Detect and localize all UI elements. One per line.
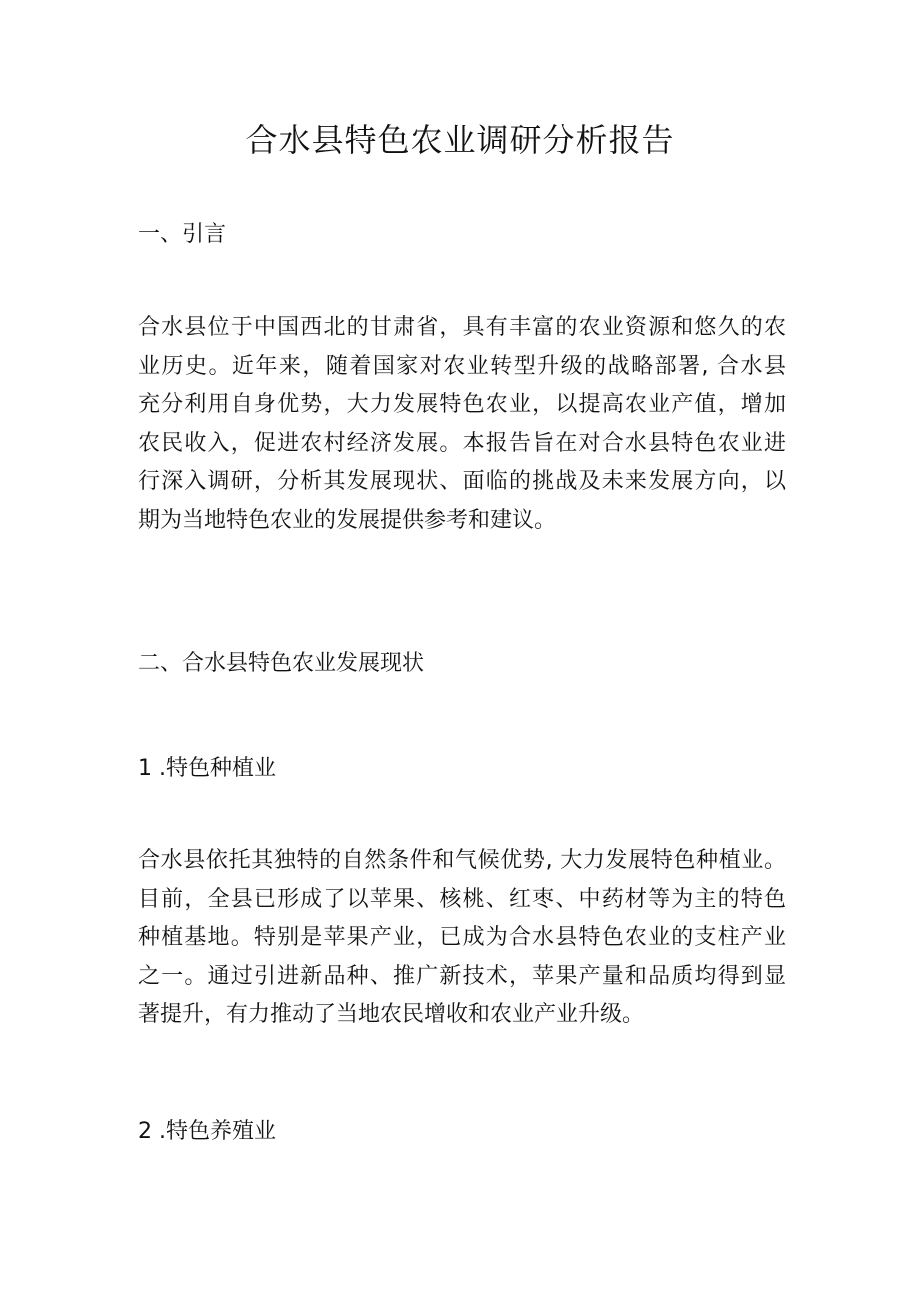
paragraph-line: 农民收入，促进农村经济发展。本报告旨在对合水县特色农业进 xyxy=(138,430,786,456)
paragraph-line: 著提升，有力推动了当地农民增收和农业产业升级。 xyxy=(138,1002,645,1028)
section-heading-current-status: 二、合水县特色农业发展现状 xyxy=(138,651,425,676)
paragraph-line: 之一。通过引进新品种、推广新技术，苹果产量和品质均得到显 xyxy=(138,963,786,989)
subsection-heading-planting: 1 .特色种植业 xyxy=(138,756,276,781)
document-title: 合水县特色农业调研分析报告 xyxy=(245,121,675,159)
paragraph-line: 业历史。近年来，随着国家对农业转型升级的战略部署, 合水县 xyxy=(138,353,786,379)
subsection-heading-breeding: 2 .特色养殖业 xyxy=(138,1119,276,1144)
paragraph-line: 行深入调研，分析其发展现状、面临的挑战及未来发展方向，以 xyxy=(138,469,786,495)
paragraph-line: 目前，全县已形成了以苹果、核桃、红枣、中药材等为主的特色 xyxy=(138,886,786,912)
paragraph-line: 合水县位于中国西北的甘肃省，具有丰富的农业资源和悠久的农 xyxy=(138,315,786,340)
section-heading-introduction: 一、引言 xyxy=(138,222,227,247)
paragraph-line: 合水县依托其独特的自然条件和气候优势, 大力发展特色种植业。 xyxy=(138,848,786,873)
paragraph-line: 期为当地特色农业的发展提供参考和建议。 xyxy=(138,507,557,533)
introduction-paragraph xyxy=(138,309,786,541)
paragraph-line: 充分利用自身优势，大力发展特色农业，以提高农业产值，增加 xyxy=(138,392,786,418)
paragraph-line: 种植基地。特别是苹果产业，已成为合水县特色农业的支柱产业 xyxy=(138,925,786,951)
planting-paragraph xyxy=(138,842,786,1035)
